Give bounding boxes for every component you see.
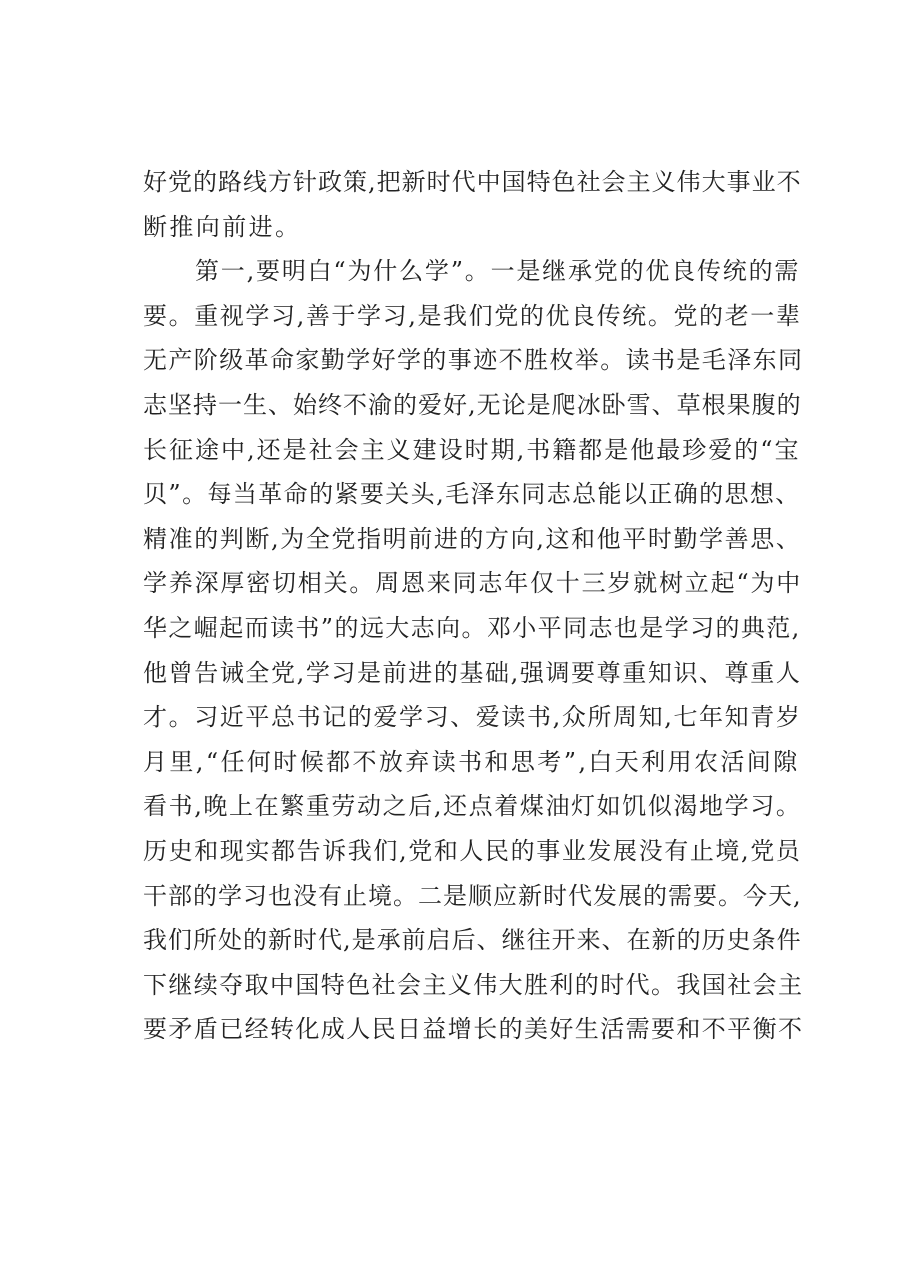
text-line: 志坚持一生、始终不渝的爱好,无论是爬冰卧雪、草根果腹的 xyxy=(143,390,802,419)
text-line: 历史和现实都告诉我们,党和人民的事业发展没有止境,党员 xyxy=(143,836,802,865)
text-line: 学养深厚密切相关。周恩来同志年仅十三岁就树立起“为中 xyxy=(143,569,803,598)
text-line: 下继续夺取中国特色社会主义伟大胜利的时代。我国社会主 xyxy=(143,970,804,999)
text-line: 长征途中,还是社会主义建设时期,书籍都是他最珍爱的“宝 xyxy=(143,435,801,464)
text-line: 看书,晚上在繁重劳动之后,还点着煤油灯如饥似渴地学习。 xyxy=(143,792,802,821)
text-line: 要矛盾已经转化成人民日益增长的美好生活需要和不平衡不 xyxy=(143,1015,804,1044)
text-line: 华之崛起而读书”的远大志向。邓小平同志也是学习的典范, xyxy=(143,613,801,642)
text-line: 精准的判断,为全党指明前进的方向,这和他平时勤学善思、 xyxy=(143,524,802,553)
text-line: 才。习近平总书记的爱学习、爱读书,众所周知,七年知青岁 xyxy=(143,703,802,732)
text-line: 他曾告诫全党,学习是前进的基础,强调要尊重知识、尊重人 xyxy=(143,658,802,687)
text-line: 好党的路线方针政策,把新时代中国特色社会主义伟大事业不 xyxy=(143,168,802,196)
text-line: 我们所处的新时代,是承前启后、继往开来、在新的历史条件 xyxy=(143,926,802,955)
text-line: 断推向前进。 xyxy=(143,212,302,241)
text-line: 贝”。每当革命的紧要关头,毛泽东同志总能以正确的思想、 xyxy=(143,480,801,509)
text-line: 月里,“任何时候都不放弃读书和思考”,白天利用农活间隙 xyxy=(143,747,800,776)
paragraph-start-line: 第一,要明白“为什么学”。一是继承党的优良传统的需 xyxy=(195,257,801,286)
body-text xyxy=(143,160,803,1052)
text-line: 无产阶级革命家勤学好学的事迹不胜枚举。读书是毛泽东同 xyxy=(143,346,804,375)
text-line: 要。重视学习,善于学习,是我们党的优良传统。党的老一辈 xyxy=(143,301,802,330)
text-line: 干部的学习也没有止境。二是顺应新时代发展的需要。今天, xyxy=(143,881,802,910)
